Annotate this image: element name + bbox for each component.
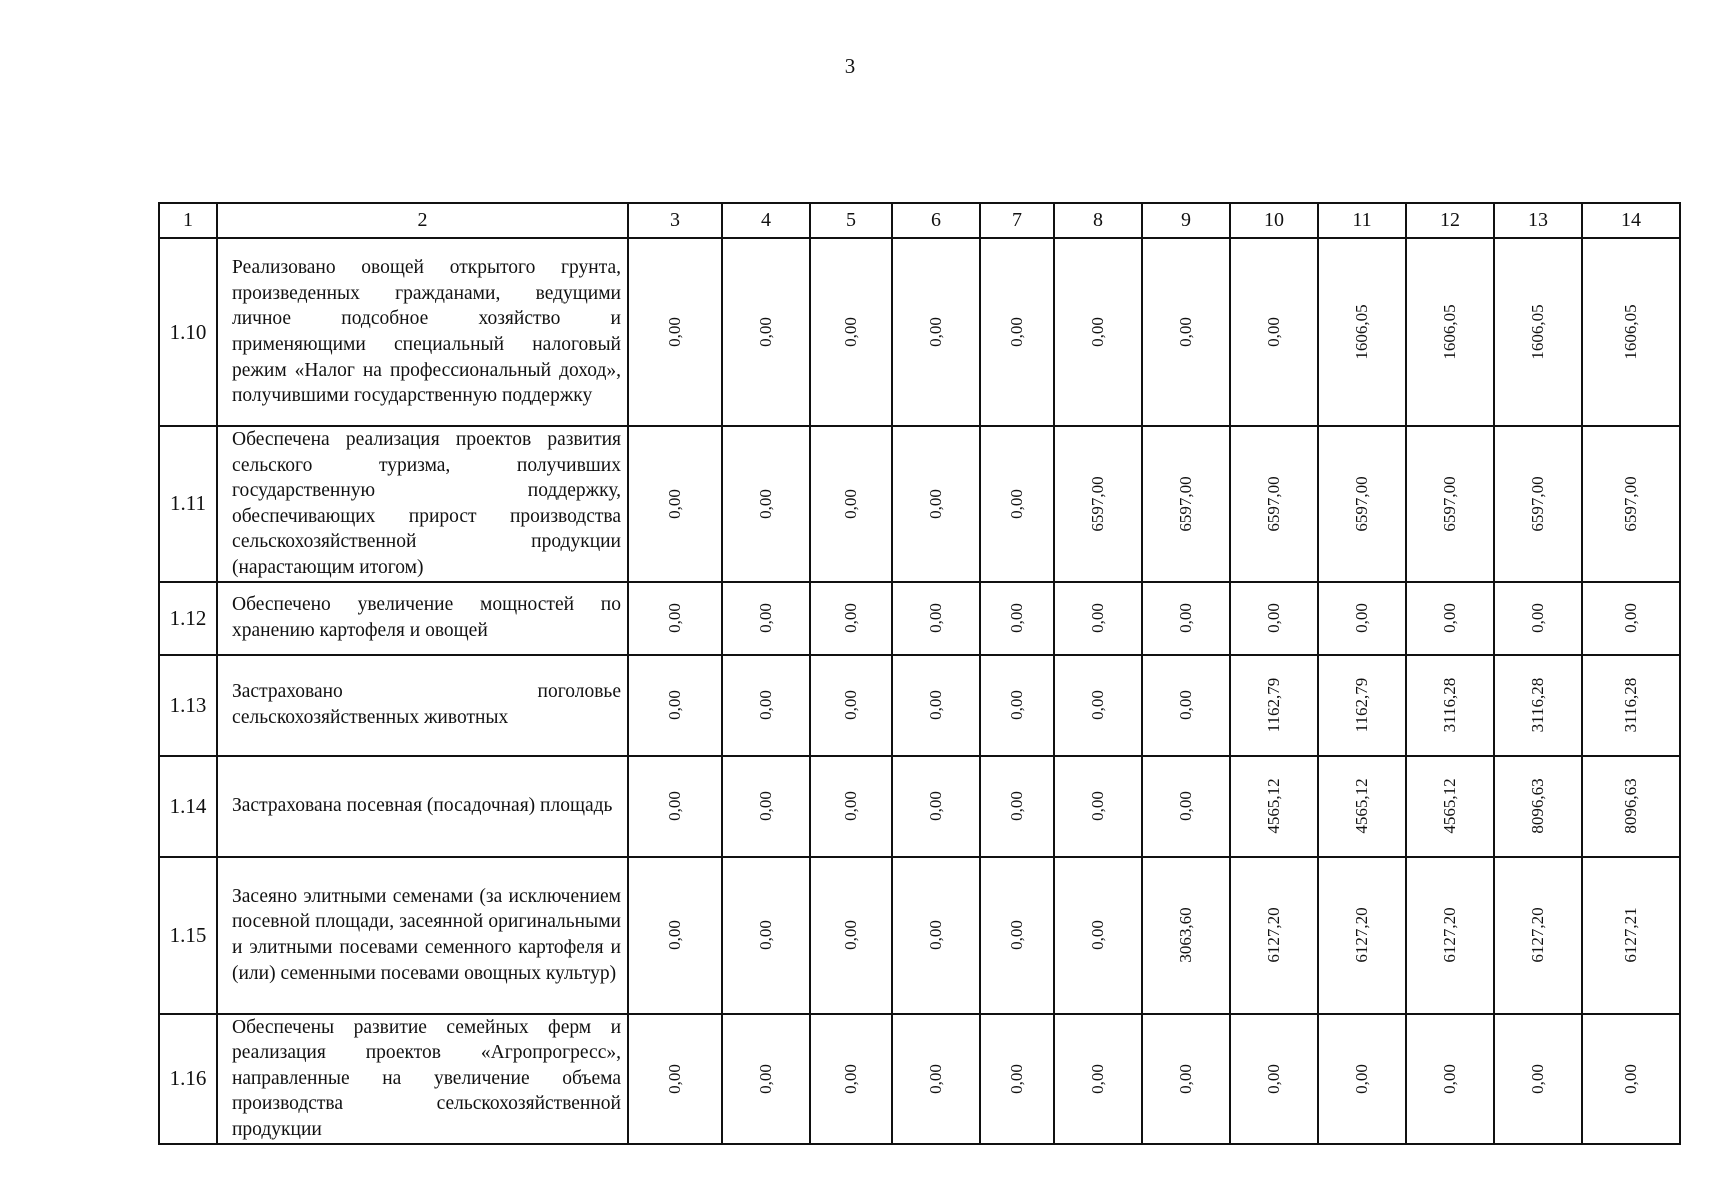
value-text: 0,00 [926,488,945,519]
value-cell [1582,238,1680,426]
value-cell [1142,655,1230,756]
value-cell [1582,426,1680,582]
value-cell [810,238,892,426]
value-text: 0,00 [1007,690,1026,720]
value-cell [1406,426,1494,582]
value-text: 0,00 [926,920,945,950]
value-text: 0,00 [756,920,775,950]
value-text: 0,00 [926,690,945,720]
value-text: 0,00 [1621,1063,1640,1094]
value-cell [1230,582,1318,655]
value-cell [1142,238,1230,426]
value-cell [892,857,980,1014]
value-text: 0,00 [841,488,860,519]
value-cell [722,655,810,756]
value-cell [1318,582,1406,655]
value-text: 0,00 [926,1063,945,1094]
value-text: 0,00 [926,603,945,633]
value-text: 0,00 [1088,603,1107,633]
column-header: 8 [1054,203,1142,238]
value-text: 0,00 [756,317,775,347]
row-description: Засеяно элитными семенами (за исключением посевной площади, засеянной оригинальными и элитными посевами семенного картофеля и (или) семенными посевами овощных культур) [217,857,628,1014]
value-text: 0,00 [665,603,684,633]
value-cell [1582,1014,1680,1144]
page-number: 3 [844,54,856,78]
value-cell [628,426,722,582]
row-number: 1.15 [159,857,217,1014]
value-cell [892,238,980,426]
value-text: 4565,12 [1440,778,1459,834]
value-cell [1230,426,1318,582]
value-cell [628,238,722,426]
value-cell [1054,857,1142,1014]
value-text: 0,00 [756,690,775,720]
value-text: 0,00 [926,791,945,821]
value-text: 6127,20 [1352,907,1371,963]
value-cell [1494,238,1582,426]
column-header: 5 [810,203,892,238]
value-text: 0,00 [1088,920,1107,950]
value-cell [628,857,722,1014]
row-number: 1.10 [159,238,217,426]
column-header: 2 [217,203,628,238]
value-text: 0,00 [1176,603,1195,633]
value-cell [1054,655,1142,756]
value-cell [1406,582,1494,655]
value-text: 6597,00 [1440,476,1459,532]
value-cell [722,238,810,426]
value-text: 0,00 [1176,791,1195,821]
row-number: 1.12 [159,582,217,655]
column-header: 13 [1494,203,1582,238]
value-cell [1406,756,1494,857]
value-text: 0,00 [1352,603,1371,633]
value-text: 1606,05 [1528,304,1547,360]
value-cell [722,1014,810,1144]
value-cell [1054,426,1142,582]
value-text: 0,00 [1352,1063,1371,1094]
value-cell [1142,1014,1230,1144]
value-text: 4565,12 [1352,778,1371,834]
value-text: 0,00 [1007,488,1026,519]
value-text: 0,00 [1264,603,1283,633]
value-text: 8096,63 [1621,778,1640,834]
value-cell [628,1014,722,1144]
value-cell [722,756,810,857]
value-text: 0,00 [1264,317,1283,347]
value-cell [810,655,892,756]
value-cell [1406,857,1494,1014]
value-cell [1582,582,1680,655]
value-text: 0,00 [926,317,945,347]
value-text: 0,00 [1088,317,1107,347]
value-cell [810,426,892,582]
table-row [159,426,1680,582]
row-description: Обеспечено увеличение мощностей по хранению картофеля и овощей [217,582,628,655]
value-cell [1054,1014,1142,1144]
column-header: 9 [1142,203,1230,238]
value-text: 0,00 [665,920,684,950]
value-cell [1582,857,1680,1014]
value-text: 0,00 [1007,317,1026,347]
table-row [159,655,1680,756]
value-cell [892,426,980,582]
value-text: 0,00 [665,1063,684,1094]
value-text: 8096,63 [1528,778,1547,834]
table-row [159,238,1680,426]
value-cell [1582,655,1680,756]
value-text: 0,00 [756,791,775,821]
value-cell [1054,238,1142,426]
value-text: 0,00 [1088,1063,1107,1094]
value-text: 3116,28 [1528,677,1547,733]
column-header: 3 [628,203,722,238]
value-cell [1494,756,1582,857]
value-cell [1318,1014,1406,1144]
value-text: 0,00 [1621,603,1640,633]
value-text: 0,00 [1176,690,1195,720]
value-text: 0,00 [1176,317,1195,347]
value-cell [980,582,1054,655]
value-text: 1606,05 [1440,304,1459,360]
value-text: 0,00 [665,791,684,821]
value-cell [628,655,722,756]
value-text: 0,00 [1007,920,1026,950]
table-row [159,1014,1680,1144]
value-cell [1142,426,1230,582]
value-cell [810,857,892,1014]
column-header: 4 [722,203,810,238]
value-text: 3116,28 [1621,677,1640,733]
value-text: 0,00 [1528,603,1547,633]
value-text: 0,00 [841,603,860,633]
indicators-table [158,202,1681,1145]
value-text: 6597,00 [1528,476,1547,532]
header-row [159,203,1680,238]
value-cell [1318,756,1406,857]
table-row [159,582,1680,655]
row-description: Застрахована посевная (посадочная) площадь [217,756,628,857]
value-text: 6597,00 [1621,476,1640,532]
value-text: 0,00 [665,690,684,720]
value-text: 0,00 [1007,1063,1026,1094]
value-cell [980,238,1054,426]
value-text: 3116,28 [1440,677,1459,733]
row-number: 1.11 [159,426,217,582]
value-cell [1494,582,1582,655]
value-text: 6127,20 [1264,907,1283,963]
value-cell [980,426,1054,582]
value-cell [1230,756,1318,857]
value-text: 6597,00 [1176,476,1195,532]
value-text: 0,00 [1007,791,1026,821]
value-text: 0,00 [756,603,775,633]
column-header: 14 [1582,203,1680,238]
value-cell [1230,1014,1318,1144]
column-header: 1 [159,203,217,238]
value-text: 6127,20 [1440,907,1459,963]
value-cell [1318,238,1406,426]
value-text: 0,00 [1440,603,1459,633]
value-cell [628,756,722,857]
value-cell [892,1014,980,1144]
value-cell [810,756,892,857]
value-cell [1406,238,1494,426]
value-text: 0,00 [1176,1063,1195,1094]
value-cell [722,426,810,582]
value-cell [810,582,892,655]
row-description: Реализовано овощей открытого грунта, произведенных гражданами, ведущими личное подсобное хозяйство и применяющими специальный налоговый режим «Налог на профессиональный доход», получившими государственную поддержку [217,238,628,426]
value-cell [1318,655,1406,756]
row-description: Застраховано поголовье сельскохозяйственных животных [217,655,628,756]
value-cell [892,655,980,756]
value-cell [1142,582,1230,655]
table-row [159,756,1680,857]
row-description: Обеспечена реализация проектов развития сельского туризма, получивших государственную поддержку, обеспечивающих прирост производства сельскохозяйственной продукции (нарастающим итогом) [217,426,628,582]
value-text: 0,00 [1528,1063,1547,1094]
value-text: 0,00 [756,1063,775,1094]
value-cell [1230,238,1318,426]
value-cell [1230,655,1318,756]
value-text: 6127,20 [1528,907,1547,963]
value-text: 0,00 [1088,690,1107,720]
value-text: 0,00 [756,488,775,519]
column-header: 10 [1230,203,1318,238]
value-cell [628,582,722,655]
value-cell [1582,756,1680,857]
value-cell [892,582,980,655]
value-cell [892,756,980,857]
value-cell [722,582,810,655]
column-header: 7 [980,203,1054,238]
value-text: 0,00 [841,317,860,347]
value-text: 0,00 [1440,1063,1459,1094]
value-cell [1406,1014,1494,1144]
value-cell [810,1014,892,1144]
value-text: 0,00 [841,1063,860,1094]
value-text: 1162,79 [1264,677,1283,733]
value-text: 0,00 [1264,1063,1283,1094]
value-cell [1494,1014,1582,1144]
column-header: 11 [1318,203,1406,238]
value-cell [1054,756,1142,857]
value-cell [1494,857,1582,1014]
value-cell [980,655,1054,756]
column-header: 12 [1406,203,1494,238]
value-text: 6597,00 [1088,476,1107,532]
value-cell [1142,756,1230,857]
value-cell [1406,655,1494,756]
value-cell [980,756,1054,857]
value-text: 0,00 [665,317,684,347]
value-text: 1606,05 [1621,304,1640,360]
table-row [159,857,1680,1014]
value-text: 3063,60 [1176,907,1195,963]
value-text: 4565,12 [1264,778,1283,834]
column-header: 6 [892,203,980,238]
value-text: 0,00 [1088,791,1107,821]
value-text: 6597,00 [1264,476,1283,532]
value-text: 0,00 [665,488,684,519]
row-number: 1.16 [159,1014,217,1144]
value-cell [1318,426,1406,582]
value-cell [1054,582,1142,655]
value-text: 1606,05 [1352,304,1371,360]
value-cell [980,1014,1054,1144]
value-cell [1318,857,1406,1014]
value-cell [1494,655,1582,756]
value-cell [980,857,1054,1014]
value-text: 0,00 [841,920,860,950]
value-text: 6127,21 [1621,907,1640,963]
value-text: 0,00 [841,791,860,821]
value-cell [1494,426,1582,582]
value-text: 6597,00 [1352,476,1371,532]
row-number: 1.14 [159,756,217,857]
value-text: 1162,79 [1352,677,1371,733]
value-cell [1230,857,1318,1014]
value-cell [1142,857,1230,1014]
row-number: 1.13 [159,655,217,756]
value-text: 0,00 [841,690,860,720]
value-cell [722,857,810,1014]
value-text: 0,00 [1007,603,1026,633]
row-description: Обеспечены развитие семейных ферм и реализация проектов «Агропрогресс», направленные на увеличение объема производства сельскохозяйственной продукции [217,1014,628,1144]
